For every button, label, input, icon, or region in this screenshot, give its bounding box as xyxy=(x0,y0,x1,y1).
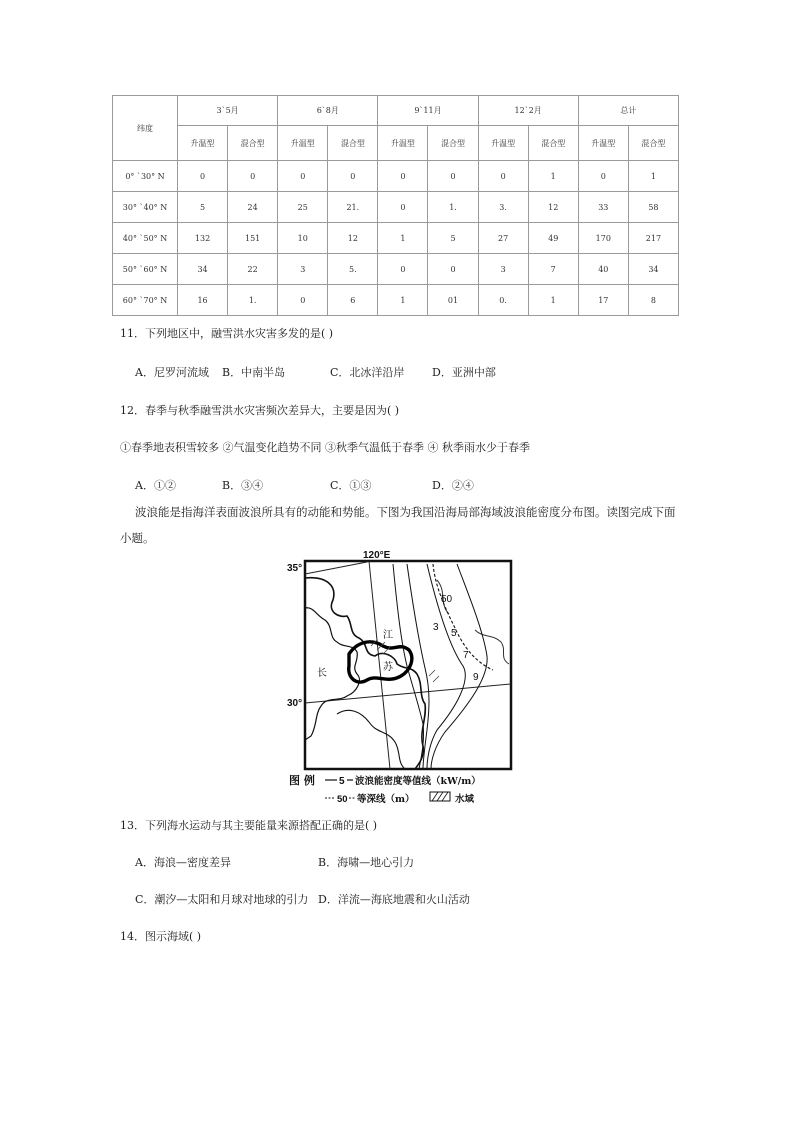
value-cell: 1 xyxy=(528,285,578,316)
table-row xyxy=(113,254,679,285)
value-cell: 49 xyxy=(528,223,578,254)
lat-header: 纬度 xyxy=(113,96,178,161)
value-cell: 17 xyxy=(578,285,628,316)
value-cell: 8 xyxy=(628,285,678,316)
value-cell: 24 xyxy=(228,192,278,223)
value-cell: 1. xyxy=(428,192,478,223)
value-cell: 132 xyxy=(178,223,228,254)
lat-cell: 60° `70° N xyxy=(113,285,178,316)
sub-header: 混合型 xyxy=(228,126,278,161)
q12-stem: 12．春季与秋季融雪洪水灾害频次差异大，主要是因为( ) xyxy=(120,404,400,417)
wave-label-9: 9 xyxy=(473,672,479,683)
place-char-jiang: 江 xyxy=(383,630,393,641)
passage-line-2: 小题。 xyxy=(120,531,155,545)
depth-label: 50 xyxy=(441,594,453,605)
value-cell: 01 xyxy=(428,285,478,316)
value-cell: 1 xyxy=(628,161,678,192)
value-cell: 170 xyxy=(578,223,628,254)
sub-header: 混合型 xyxy=(328,126,378,161)
wave-label-3: 3 xyxy=(433,622,439,633)
value-cell: 1. xyxy=(228,285,278,316)
value-cell: 0 xyxy=(228,161,278,192)
legend-depth-text: 等深线（m） xyxy=(357,794,415,804)
map-frame xyxy=(305,561,511,769)
lon-label: 120°E xyxy=(363,550,391,561)
table-row xyxy=(113,161,679,192)
value-cell: 58 xyxy=(628,192,678,223)
period-header: 6`8月 xyxy=(278,96,378,126)
value-cell: 0 xyxy=(328,161,378,192)
legend-wave-value: 5 xyxy=(339,776,345,787)
q12-option-a: A．①② xyxy=(135,479,176,492)
value-cell: 0. xyxy=(478,285,528,316)
value-cell: 22 xyxy=(228,254,278,285)
sub-header: 升温型 xyxy=(478,126,528,161)
q12-option-b: B．③④ xyxy=(222,479,264,492)
sub-header: 升温型 xyxy=(178,126,228,161)
value-cell: 0 xyxy=(278,285,328,316)
table-row xyxy=(113,223,679,254)
legend-depth-value: 50 xyxy=(337,794,348,804)
q11-option-d: D．亚洲中部 xyxy=(432,366,496,379)
lat-cell: 0° `30° N xyxy=(113,161,178,192)
value-cell: 3. xyxy=(478,192,528,223)
period-header: 总计 xyxy=(578,96,678,126)
value-cell: 21. xyxy=(328,192,378,223)
q11-option-a: A．尼罗河流域 xyxy=(135,366,209,379)
value-cell: 33 xyxy=(578,192,628,223)
value-cell: 0 xyxy=(478,161,528,192)
sub-header: 升温型 xyxy=(278,126,328,161)
value-cell: 151 xyxy=(228,223,278,254)
wave-label-7: 7 xyxy=(463,650,469,661)
value-cell: 40 xyxy=(578,254,628,285)
legend-water-text: 水域 xyxy=(455,794,475,804)
wave-energy-map xyxy=(287,546,517,804)
value-cell: 0 xyxy=(378,161,428,192)
q11-option-c: C．北冰洋沿岸 xyxy=(330,366,405,379)
lat-label-top: 35° xyxy=(287,563,303,574)
q11-option-b: B．中南半岛 xyxy=(222,366,286,379)
legend-title: 图 例 xyxy=(289,774,315,787)
value-cell: 1 xyxy=(378,285,428,316)
q12-option-d: D．②④ xyxy=(432,479,474,492)
lat-cell: 50° `60° N xyxy=(113,254,178,285)
sub-header: 升温型 xyxy=(578,126,628,161)
value-cell: 12 xyxy=(528,192,578,223)
q13-option-a: A．海浪—密度差异 xyxy=(135,856,231,869)
value-cell: 5 xyxy=(428,223,478,254)
value-cell: 10 xyxy=(278,223,328,254)
value-cell: 34 xyxy=(178,254,228,285)
value-cell: 217 xyxy=(628,223,678,254)
value-cell: 0 xyxy=(428,254,478,285)
value-cell: 0 xyxy=(278,161,328,192)
lat-cell: 40° `50° N xyxy=(113,223,178,254)
sub-header: 混合型 xyxy=(528,126,578,161)
value-cell: 5 xyxy=(178,192,228,223)
table-row xyxy=(113,192,679,223)
value-cell: 5. xyxy=(328,254,378,285)
lat-cell: 30° `40° N xyxy=(113,192,178,223)
place-char-chang: 长 xyxy=(317,668,327,679)
value-cell: 34 xyxy=(628,254,678,285)
sub-header: 混合型 xyxy=(628,126,678,161)
legend-wave-text: 波浪能密度等值线（kW/m） xyxy=(355,776,481,787)
value-cell: 25 xyxy=(278,192,328,223)
q13-stem: 13．下列海水运动与其主要能量来源搭配正确的是( ) xyxy=(120,819,378,832)
lat-label-bottom: 30° xyxy=(287,698,303,709)
period-header: 3`5月 xyxy=(178,96,278,126)
value-cell: 3 xyxy=(478,254,528,285)
value-cell: 0 xyxy=(378,254,428,285)
q13-option-c: C．潮汐—太阳和月球对地球的引力 xyxy=(135,893,309,906)
place-char-su: 苏 xyxy=(383,662,393,673)
value-cell: 0 xyxy=(428,161,478,192)
passage-line-1: 波浪能是指海洋表面波浪所具有的动能和势能。下图为我国沿海局部海域波浪能密度分布图。读图完成下面 xyxy=(135,505,676,519)
sub-header: 混合型 xyxy=(428,126,478,161)
value-cell: 1 xyxy=(378,223,428,254)
value-cell: 1 xyxy=(528,161,578,192)
table-row xyxy=(113,285,679,316)
q11-stem: 11．下列地区中，融雪洪水灾害多发的是( ) xyxy=(120,327,334,340)
value-cell: 7 xyxy=(528,254,578,285)
value-cell: 0 xyxy=(178,161,228,192)
value-cell: 27 xyxy=(478,223,528,254)
q13-option-b: B．海啸—地心引力 xyxy=(318,856,415,869)
value-cell: 0 xyxy=(378,192,428,223)
value-cell: 16 xyxy=(178,285,228,316)
sub-header: 升温型 xyxy=(378,126,428,161)
period-header: 12`2月 xyxy=(478,96,578,126)
value-cell: 6 xyxy=(328,285,378,316)
value-cell: 12 xyxy=(328,223,378,254)
value-cell: 0 xyxy=(578,161,628,192)
q12-items: ①春季地表积雪较多 ②气温变化趋势不同 ③秋季气温低于春季 ④ 秋季雨水少于春季 xyxy=(120,441,530,454)
q14-stem: 14．图示海域( ) xyxy=(120,930,202,943)
q13-option-d: D．洋流—海底地震和火山活动 xyxy=(318,893,470,906)
value-cell: 3 xyxy=(278,254,328,285)
q12-option-c: C．①③ xyxy=(330,479,372,492)
wave-label-5: 5 xyxy=(451,628,457,639)
period-header: 9`11月 xyxy=(378,96,478,126)
data-table xyxy=(112,95,679,316)
